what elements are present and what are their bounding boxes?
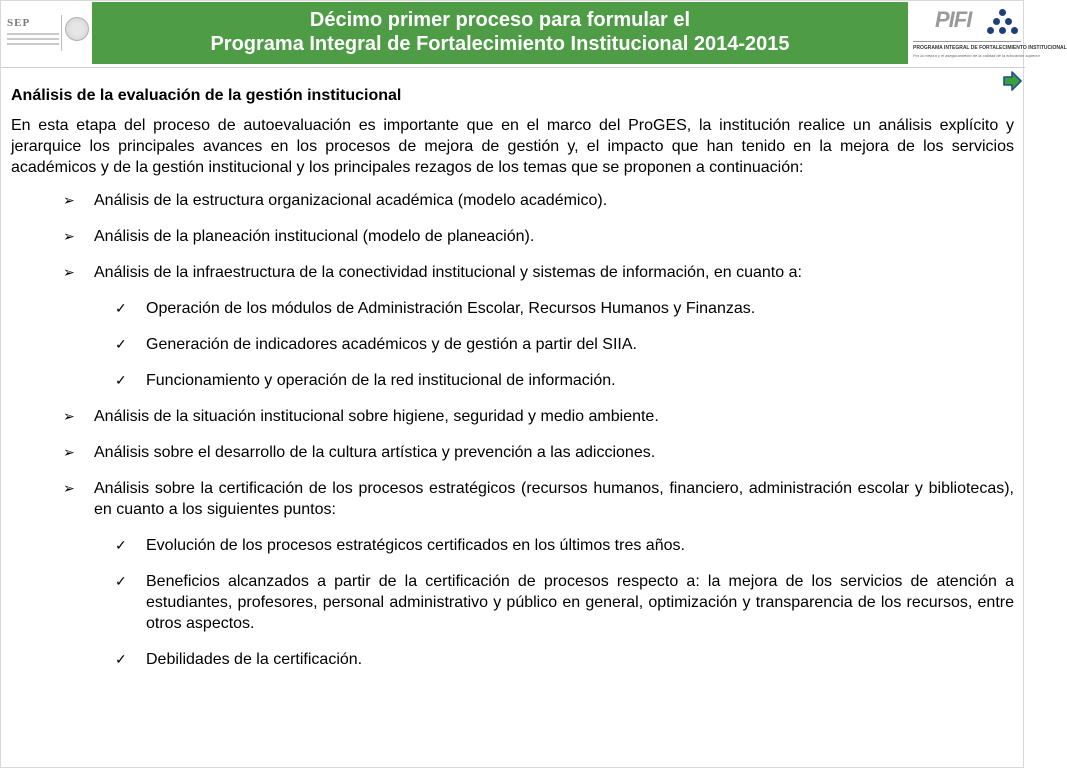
content [11, 85, 1014, 685]
list-item [11, 262, 1014, 283]
list-item [11, 406, 1014, 427]
list-item-text: Análisis de la situación institucional sobre higiene, seguridad y medio ambiente. [94, 408, 659, 425]
checkmark-icon: ✓ [115, 537, 127, 553]
arrow-bullet-icon: ➢ [63, 192, 75, 208]
arrow-bullet-icon: ➢ [63, 264, 75, 280]
logo-divider [61, 15, 62, 51]
list-item-text: Beneficios alcanzados a partir de la certificación de procesos respecto a: la mejora de los servicios de atención a estudiantes, profesores, personal administrativo y público en general, optimización y transparencia de los recursos, entre otros aspectos. [146, 573, 1014, 632]
list-item-text: Evolución de los procesos estratégicos certificados en los últimos tres años. [146, 537, 685, 554]
list-item-text: Análisis de la infraestructura de la conectividad institucional y sistemas de información, en cuanto a: [94, 264, 802, 281]
list-item [11, 478, 1014, 520]
sub-list-item [11, 535, 1014, 556]
pifi-subtitle: PROGRAMA INTEGRAL DE FORTALECIMIENTO INSTITUCIONAL [913, 45, 1067, 51]
list-item-text: Análisis sobre el desarrollo de la cultura artística y prevención a las adicciones. [94, 444, 656, 461]
list-item [11, 226, 1014, 247]
arrow-bullet-icon: ➢ [63, 480, 75, 496]
pifi-wordmark: PIFI [935, 7, 972, 32]
sep-logo-text: SEP [7, 17, 31, 29]
sep-logo [3, 5, 89, 63]
arrow-bullet-icon: ➢ [63, 408, 75, 424]
arrow-bullet-icon: ➢ [63, 444, 75, 460]
list-item-text: Análisis sobre la certificación de los procesos estratégicos (recursos humanos, financiero, administración escolar y bibliotecas), en cuanto a los siguientes puntos: [94, 480, 1014, 518]
list-item-text: Generación de indicadores académicos y de gestión a partir del SIIA. [146, 336, 637, 353]
list-item-text: Debilidades de la certificación. [146, 651, 363, 668]
title-bar [92, 2, 908, 64]
checkmark-icon: ✓ [115, 573, 127, 589]
list-item-text: Análisis de la estructura organizacional académica (modelo académico). [94, 192, 608, 209]
title-line-2: Programa Integral de Fortalecimiento Institucional 2014-2015 [210, 33, 790, 55]
sub-list-item [11, 571, 1014, 634]
list-item [11, 442, 1014, 463]
pifi-tagline: Por la mejora y el aseguramiento de la calidad de la educación superior [913, 53, 1040, 58]
coat-of-arms-icon [65, 17, 89, 41]
list-item-text: Análisis de la planeación institucional (modelo de planeación). [94, 228, 535, 245]
sub-list-item [11, 370, 1014, 391]
checkmark-icon: ✓ [115, 300, 127, 316]
checkmark-icon: ✓ [115, 651, 127, 667]
list-item-text: Funcionamiento y operación de la red institucional de información. [146, 372, 616, 389]
intro-paragraph: En esta etapa del proceso de autoevaluación es importante que en el marco del ProGES, la institución realice un análisis explícito y jerarquice los principales avances en los procesos de mejora de gestión y, el impacto que han tenido en la mejora de los servicios académicos y de la gestión institucional y los principales rezagos de los temas que se proponen a continuación: [11, 117, 1014, 176]
bullet-list [11, 190, 1014, 670]
sep-logo-lines [7, 33, 59, 48]
title-line-1: Décimo primer proceso para formular el [309, 9, 691, 31]
list-item-text: Operación de los módulos de Administración Escolar, Recursos Humanos y Finanzas. [146, 300, 756, 317]
sub-list-item [11, 334, 1014, 355]
pifi-divider [913, 41, 1021, 42]
header-divider [1, 67, 1025, 68]
arrow-bullet-icon: ➢ [63, 228, 75, 244]
pifi-dots-icon [985, 9, 1021, 37]
sub-list-item [11, 649, 1014, 670]
pifi-logo [911, 5, 1067, 63]
section-heading: Análisis de la evaluación de la gestión institucional [11, 87, 402, 104]
header [1, 1, 1067, 67]
checkmark-icon: ✓ [115, 372, 127, 388]
checkmark-icon: ✓ [115, 336, 127, 352]
sub-list-item [11, 298, 1014, 319]
list-item [11, 190, 1014, 211]
